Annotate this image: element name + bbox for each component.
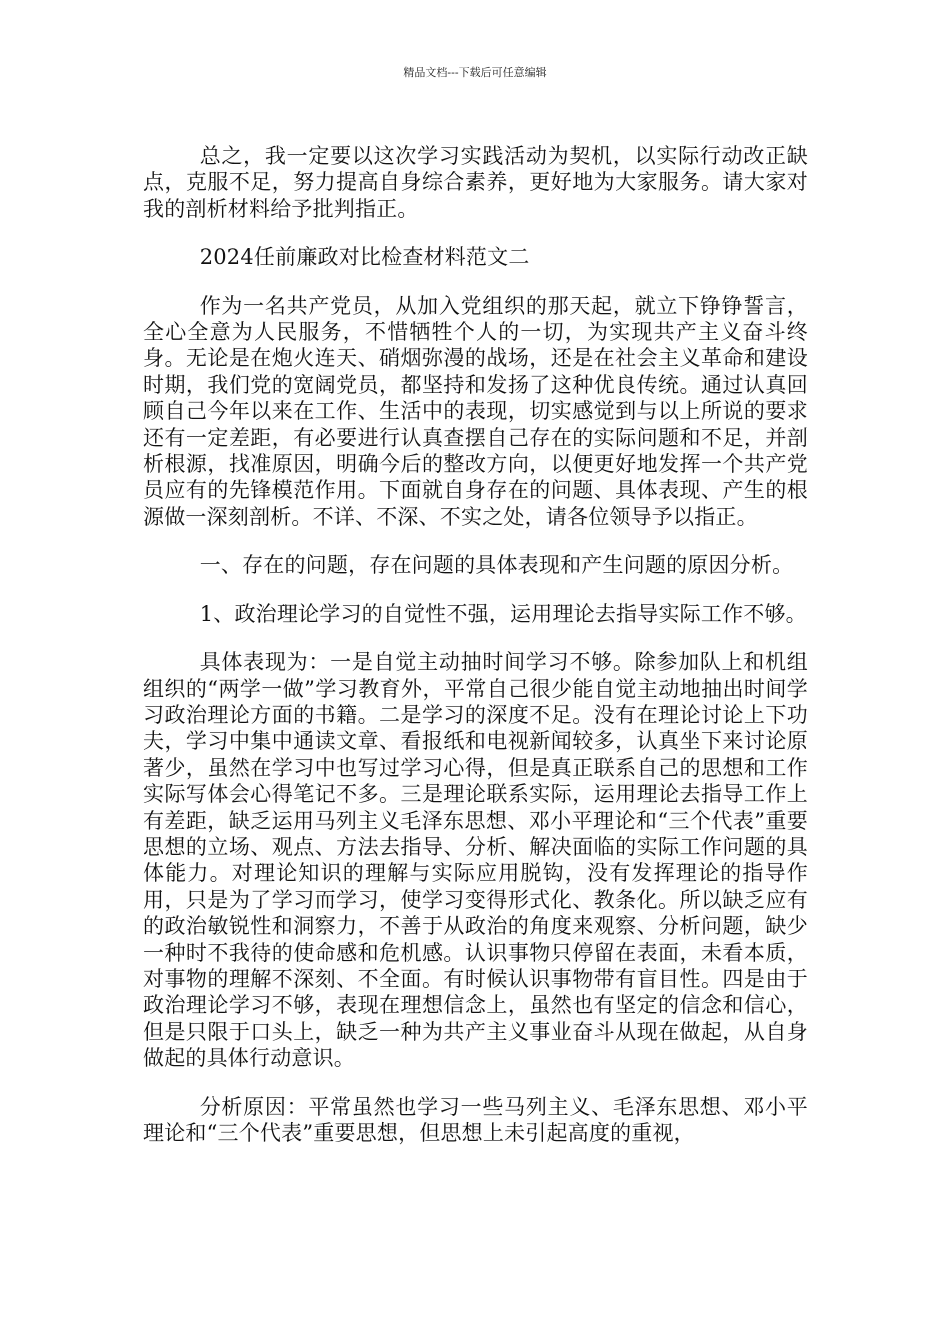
section-title: 2024任前廉政对比检查材料范文二	[199, 245, 530, 270]
paragraph-causes: 分析原因：平常虽然也学习一些马列主义、毛泽东思想、邓小平理论和“三个代表”重要思想，但思想上未引起高度的重视，	[143, 1094, 808, 1145]
paragraph-item-1: 1、政治理论学习的自觉性不强，运用理论去指导实际工作不够。	[199, 601, 807, 626]
paragraph-conclusion: 总之，我一定要以这次学习实践活动为契机，以实际行动改正缺点，克服不足，努力提高自身综合素养，更好地为大家服务。请大家对我的剖析材料给予批判指正。	[143, 144, 808, 221]
paragraph-heading-problems: 一、存在的问题，存在问题的具体表现和产生问题的原因分析。	[199, 553, 794, 578]
paragraph-manifestations: 具体表现为：一是自觉主动抽时间学习不够。除参加队上和机组组织的“两学一做”学习教育外，平常自己很少能自觉主动地抽出时间学习政治理论方面的书籍。二是学习的深度不足。没有在理论讨论上下功夫，学习中集中通读文章、看报纸和电视新闻较多，认真坐下来讨论原著少，虽然在学习中也写过学习心得，但是真正联系自己的思想和工作实际写体会心得笔记不多。三是理论联系实际，运用理论去指导工作上有差距，缺乏运用马列主义毛泽东思想、邓小平理论和“三个代表”重要思想的立场、观点、方法去指导、分析、解决面临的实际工作问题的具体能力。对理论知识的理解与实际应用脱钩，没有发挥理论的指导作用，只是为了学习而学习，使学习变得形式化、教条化。所以缺乏应有的政治敏锐性和洞察力，不善于从政治的角度来观察、分析问题，缺少一种时不我待的使命感和危机感。认识事物只停留在表面，未看本质，对事物的理解不深刻、不全面。有时候认识事物带有盲目性。四是由于政治理论学习不够，表现在理想信念上，虽然也有坚定的信念和信心，但是只限于口头上，缺乏一种为共产主义事业奋斗从现在做起，从自身做起的具体行动意识。	[143, 650, 808, 1071]
page-header: 精品文档---下载后可任意编辑	[403, 66, 547, 79]
document-body	[143, 143, 808, 1168]
paragraph-intro: 作为一名共产党员，从加入党组织的那天起，就立下铮铮誓言，全心全意为人民服务，不惜牺牲个人的一切，为实现共产主义奋斗终身。无论是在炮火连天、硝烟弥漫的战场，还是在社会主义革命和建设时期，我们党的宽阔党员，都坚持和发扬了这种优良传统。通过认真回顾自己今年以来在工作、生活中的表现，切实感觉到与以上所说的要求还有一定差距，有必要进行认真查摆自己存在的实际问题和不足，并剖析根源，找准原因，明确今后的整改方向，以便更好地发挥一个共产党员应有的先锋模范作用。下面就自身存在的问题、具体表现、产生的根源做一深刻剖析。不详、不深、不实之处，请各位领导予以指正。	[143, 293, 808, 529]
